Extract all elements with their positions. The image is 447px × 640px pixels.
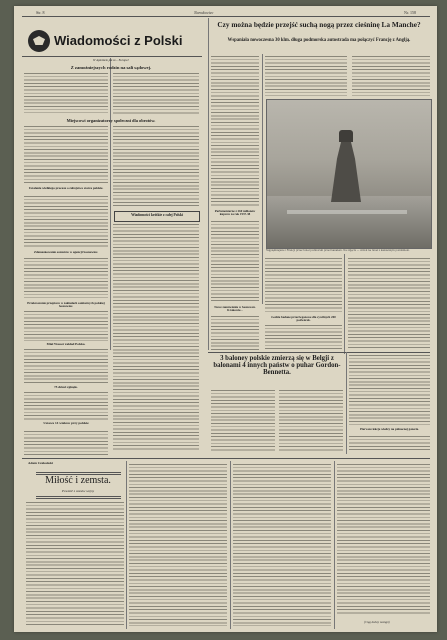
article-body-text (24, 349, 108, 383)
column-divider (262, 54, 263, 304)
left-headline-3: Ustalenie wielkiego procesu o zabójstwo starca polskie. (28, 186, 104, 190)
section-banner-title: Wiadomości z Polski (54, 33, 183, 48)
left-headline-4: Zdemaskowanie oszustów w agencji Sosnowiec. (33, 250, 99, 254)
main-story-subheadline: Wspaniała nowoczesna 30 klm. długa podmorska autostrada ma połączyć Francję z Anglją. (227, 38, 411, 43)
article-body-text (113, 224, 199, 450)
eagle-emblem-icon (28, 30, 50, 52)
main-story-headline: Czy można będzie przejść suchą nogą przez cieśninę La Manche? (217, 20, 421, 29)
header-masthead: Narodowiec (194, 10, 214, 15)
article-body-text (348, 258, 430, 350)
article-body-text (352, 56, 430, 96)
gordon-bennett-headline: 3 baloney polskie zmierzą się w Belgji z balonami 4 innych państw o puhar Gordon-Bennetta. (213, 355, 341, 377)
article-body-text (24, 196, 108, 248)
column-divider (344, 254, 345, 354)
article-body-text (265, 325, 342, 350)
article-body-text (265, 258, 342, 313)
article-body-text (113, 126, 199, 206)
lighthouse-photo (266, 99, 432, 249)
article-body-text (24, 311, 108, 341)
article-body-text (211, 56, 259, 206)
center-right-headline-1: Parlamentarne z 260 milionów kupców za rok 1937-38 (214, 209, 256, 217)
article-body-text (113, 73, 199, 116)
left-headline-8: Ustawa 14 wieków przy polskie (43, 421, 89, 425)
left-headline-7: 75 dzieci zginęło. (54, 385, 78, 389)
article-body-text (349, 355, 430, 425)
newspaper-page (14, 6, 437, 632)
left-headline-1: Z zamożniejszych rodzin na sali sądowej. (70, 65, 152, 70)
article-body-text (26, 502, 124, 626)
column-divider (346, 352, 347, 454)
continued-note: (Ciąg dalszy nastąpi) (364, 620, 390, 624)
short-news-heading: Wiadomości krótkie z całej Polski (131, 213, 183, 217)
serial-title: Miłość i zemsta. (45, 475, 111, 486)
lighthouse-tower-icon (331, 140, 361, 202)
article-body-text (265, 56, 347, 96)
right-headline-1: Łodzie badane przeciwgazowe dla cywilnych 200 podwórek. (271, 315, 336, 323)
banner-rule (22, 56, 202, 57)
left-byline: W Apteekem jak se... Europa? (93, 58, 129, 62)
article-body-text (129, 464, 227, 626)
serial-author: Adam Czekański (28, 461, 53, 465)
article-body-text (24, 73, 108, 113)
article-body-text (337, 464, 430, 616)
header-page-number: Str. 8 (36, 10, 45, 15)
photo-caption: Najpiękniejsza z Francji przez tunel podmorski przed kanałem. Na zdjęciu — widok na tunel z kamiennym pomnikiem. (266, 249, 410, 252)
column-divider (334, 461, 335, 629)
article-body-text (24, 126, 108, 184)
article-body-text (279, 390, 343, 452)
serial-subtitle: Powieść z czasów wojny (61, 489, 95, 493)
article-body-text (211, 390, 275, 452)
column-divider (230, 461, 231, 629)
header-rule (22, 16, 430, 17)
article-body-text (24, 431, 108, 455)
right-headline-2: Pierwsze lekcje wiedzy na północnej gazecie. (360, 427, 419, 431)
center-right-headline-2: Nowe zamówienia w Sosnowcu. Krakowie... (214, 305, 256, 313)
column-divider (208, 18, 209, 350)
section-rule (208, 352, 430, 353)
title-rule (36, 496, 121, 499)
article-body-text (24, 258, 108, 298)
section-rule (22, 458, 430, 459)
article-body-text (211, 221, 259, 301)
column-divider (126, 461, 127, 629)
header-issue-number: Nr. 158 (404, 10, 416, 15)
article-body-text (211, 316, 259, 350)
left-headline-5: Przekroczenie przepisów w zakładach sanitarnych polskiej Sosnowiec. (27, 301, 105, 309)
article-body-text (349, 436, 430, 452)
column-divider (110, 58, 111, 350)
short-news-box (114, 211, 200, 222)
article-body-text (24, 392, 108, 420)
left-headline-2: Miejscowi organizatorzy społeczni dla obrotów. (66, 118, 156, 123)
left-headline-6: Miał Wasser zakład Polska. (46, 342, 86, 346)
article-body-text (233, 464, 331, 626)
